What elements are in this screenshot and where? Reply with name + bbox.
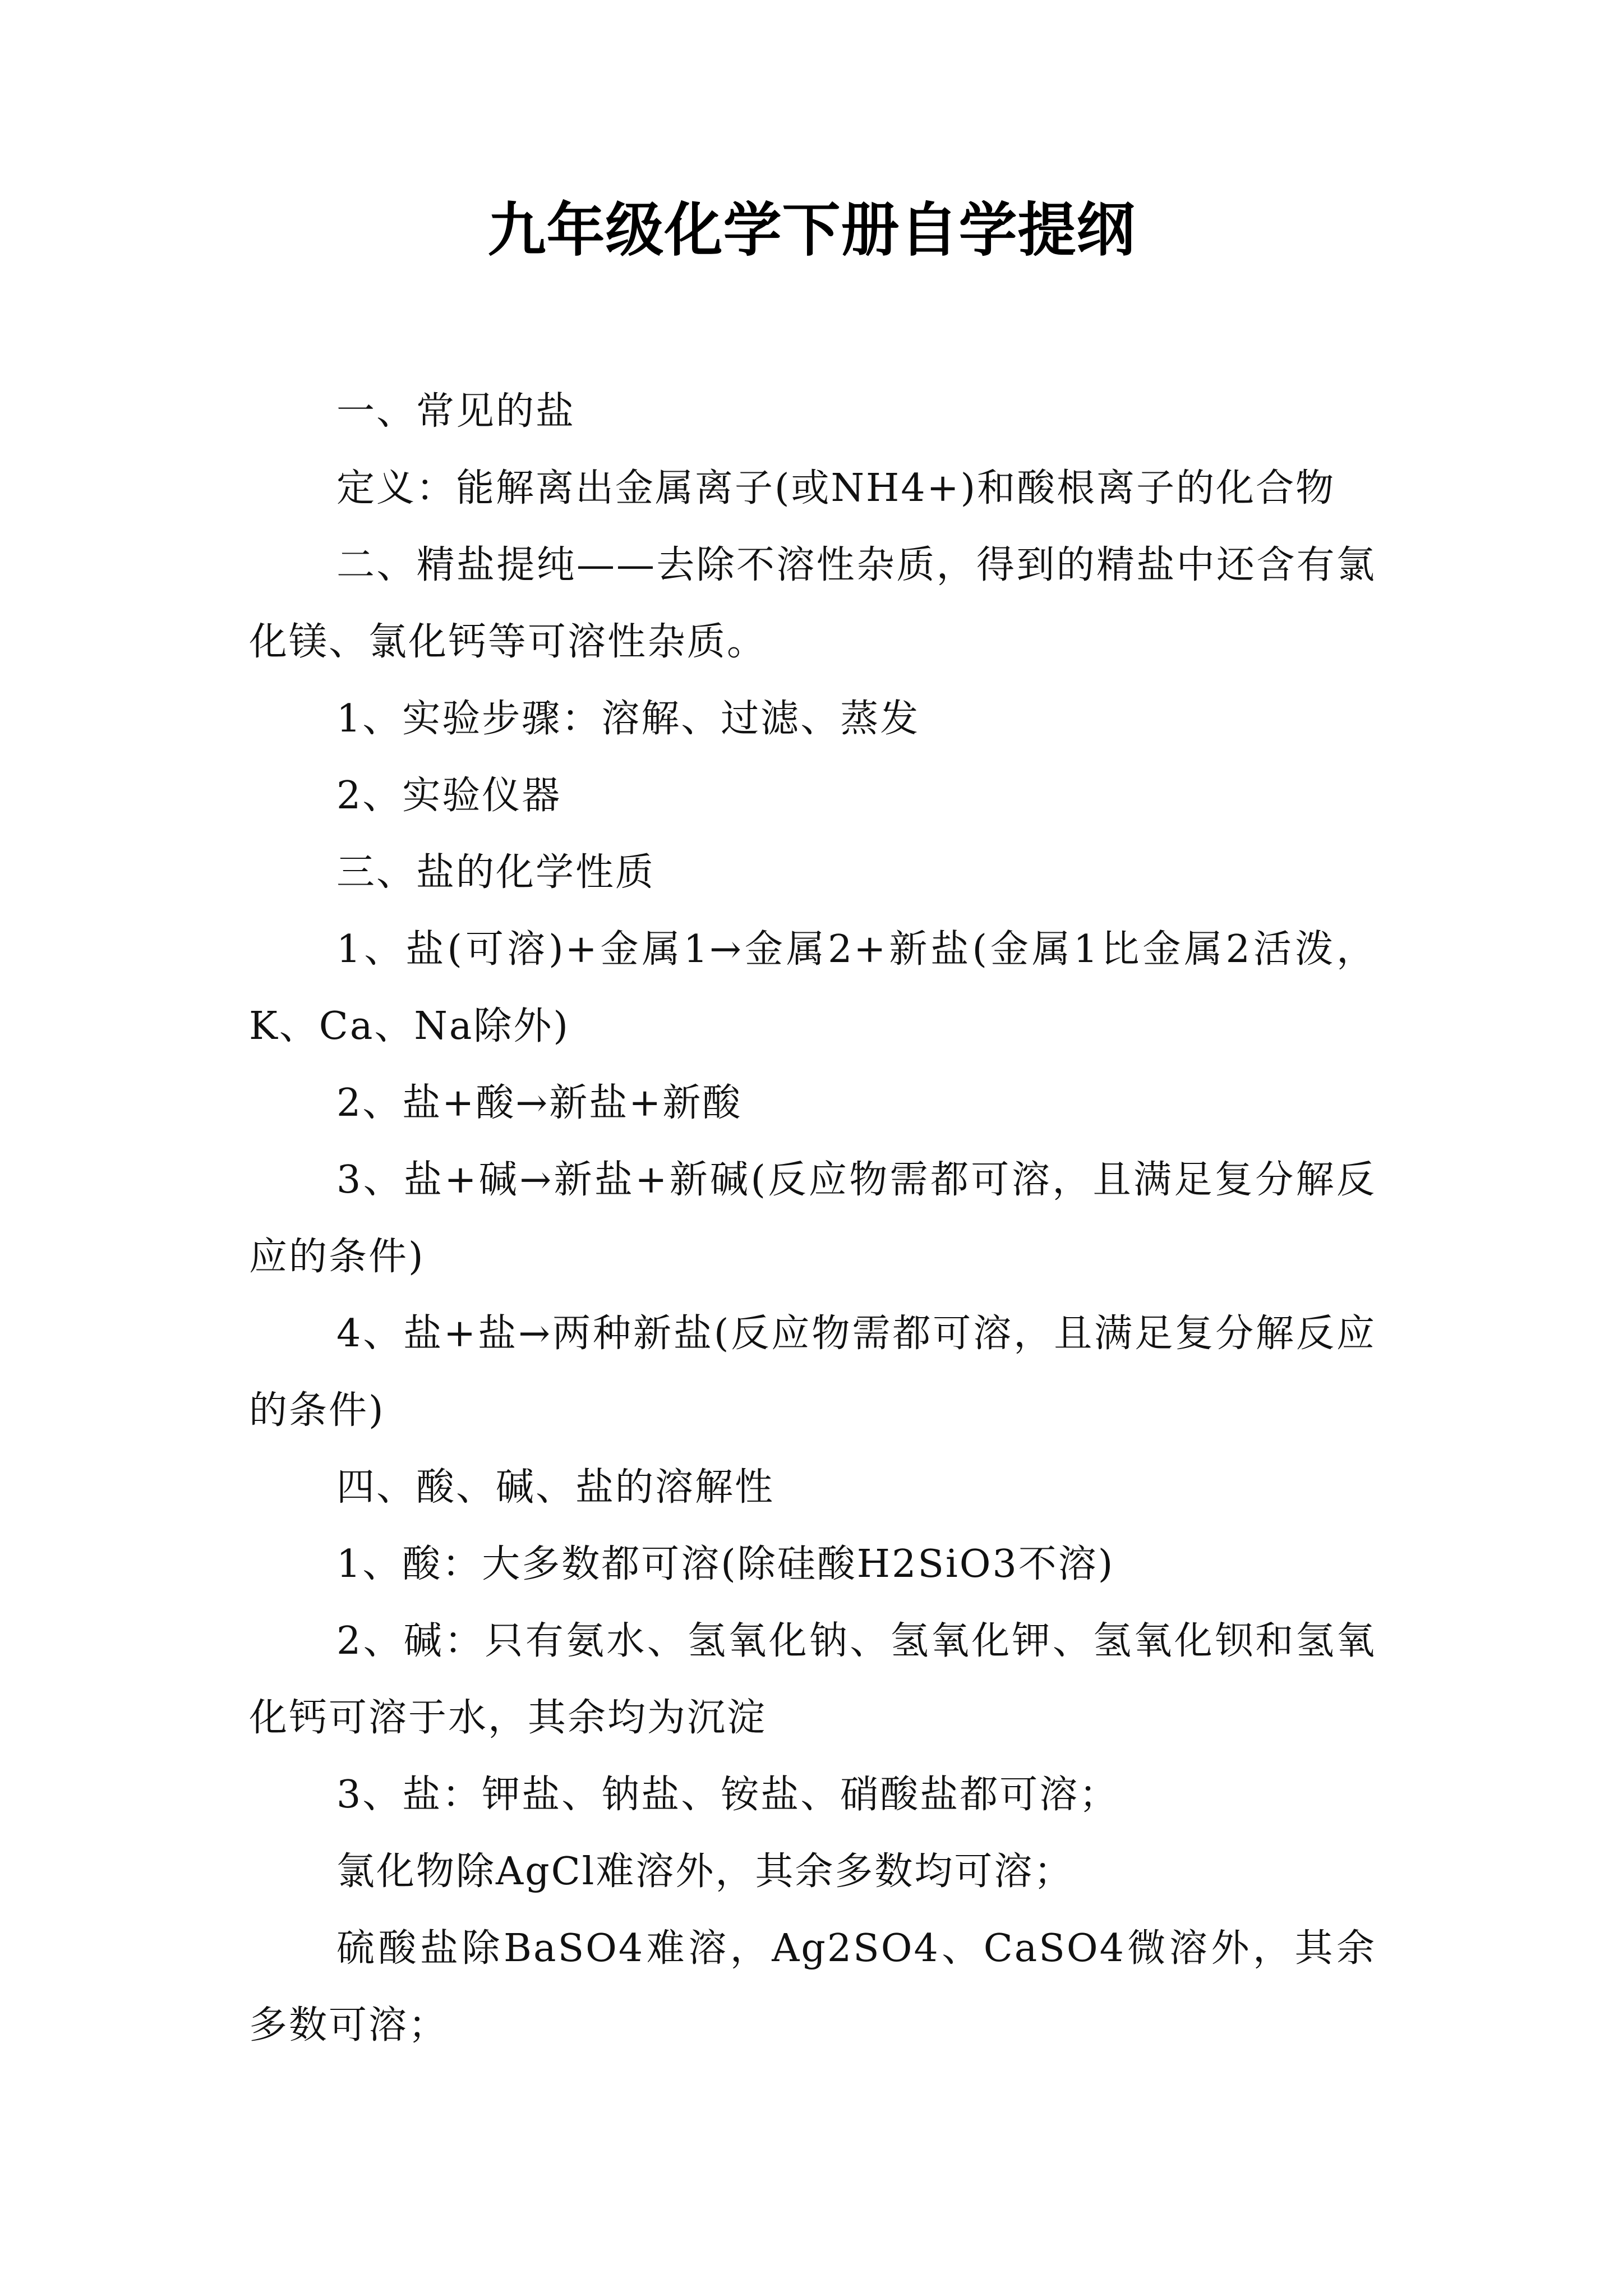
paragraph-section-2-heading: 二、精盐提纯——去除不溶性杂质，得到的精盐中还含有氯化镁、氯化钙等可溶性杂质。 xyxy=(249,543,1376,664)
paragraph-salt-definition: 定义：能解离出金属离子(或NH4+)和酸根离子的化合物 xyxy=(336,466,1336,510)
paragraph-section-4-heading: 四、酸、碱、盐的溶解性 xyxy=(336,1465,775,1510)
paragraph-salt-metal-reaction: 1、盐(可溶)+金属1→金属2+新盐(金属1比金属2活泼，K、Ca、Na除外) xyxy=(249,927,1376,1048)
paragraph-salt-salt-reaction: 4、盐+盐→两种新盐(反应物需都可溶，且满足复分解反应的条件) xyxy=(249,1312,1376,1433)
paragraph-experiment-steps: 1、实验步骤：溶解、过滤、蒸发 xyxy=(336,697,920,741)
paragraph-acid-solubility: 1、酸：大多数都可溶(除硅酸H2SiO3不溶) xyxy=(336,1542,1115,1586)
paragraph-chloride-solubility: 氯化物除AgCl难溶外，其余多数均可溶； xyxy=(336,1849,1074,1894)
paragraph-experiment-instruments: 2、实验仪器 xyxy=(336,774,562,818)
paragraph-sulfate-solubility: 硫酸盐除BaSO4难溶，Ag2SO4、CaSO4微溶外，其余多数可溶； xyxy=(249,1926,1376,2047)
paragraph-salt-acid-reaction: 2、盐+酸→新盐+新酸 xyxy=(336,1081,743,1125)
paragraph-section-3-heading: 三、盐的化学性质 xyxy=(336,850,656,895)
paragraph-section-1-heading: 一、常见的盐 xyxy=(336,389,576,434)
paragraph-salt-base-reaction: 3、盐+碱→新盐+新碱(反应物需都可溶，且满足复分解反应的条件) xyxy=(249,1158,1376,1279)
paragraph-salt-solubility: 3、盐：钾盐、钠盐、铵盐、硝酸盐都可溶； xyxy=(336,1773,1119,1817)
paragraph-base-solubility: 2、碱：只有氨水、氢氧化钠、氢氧化钾、氢氧化钡和氢氧化钙可溶于水，其余均为沉淀 xyxy=(249,1619,1376,1740)
document-body xyxy=(249,373,1376,2064)
document-title: 九年级化学下册自学提纲 xyxy=(487,196,1136,264)
